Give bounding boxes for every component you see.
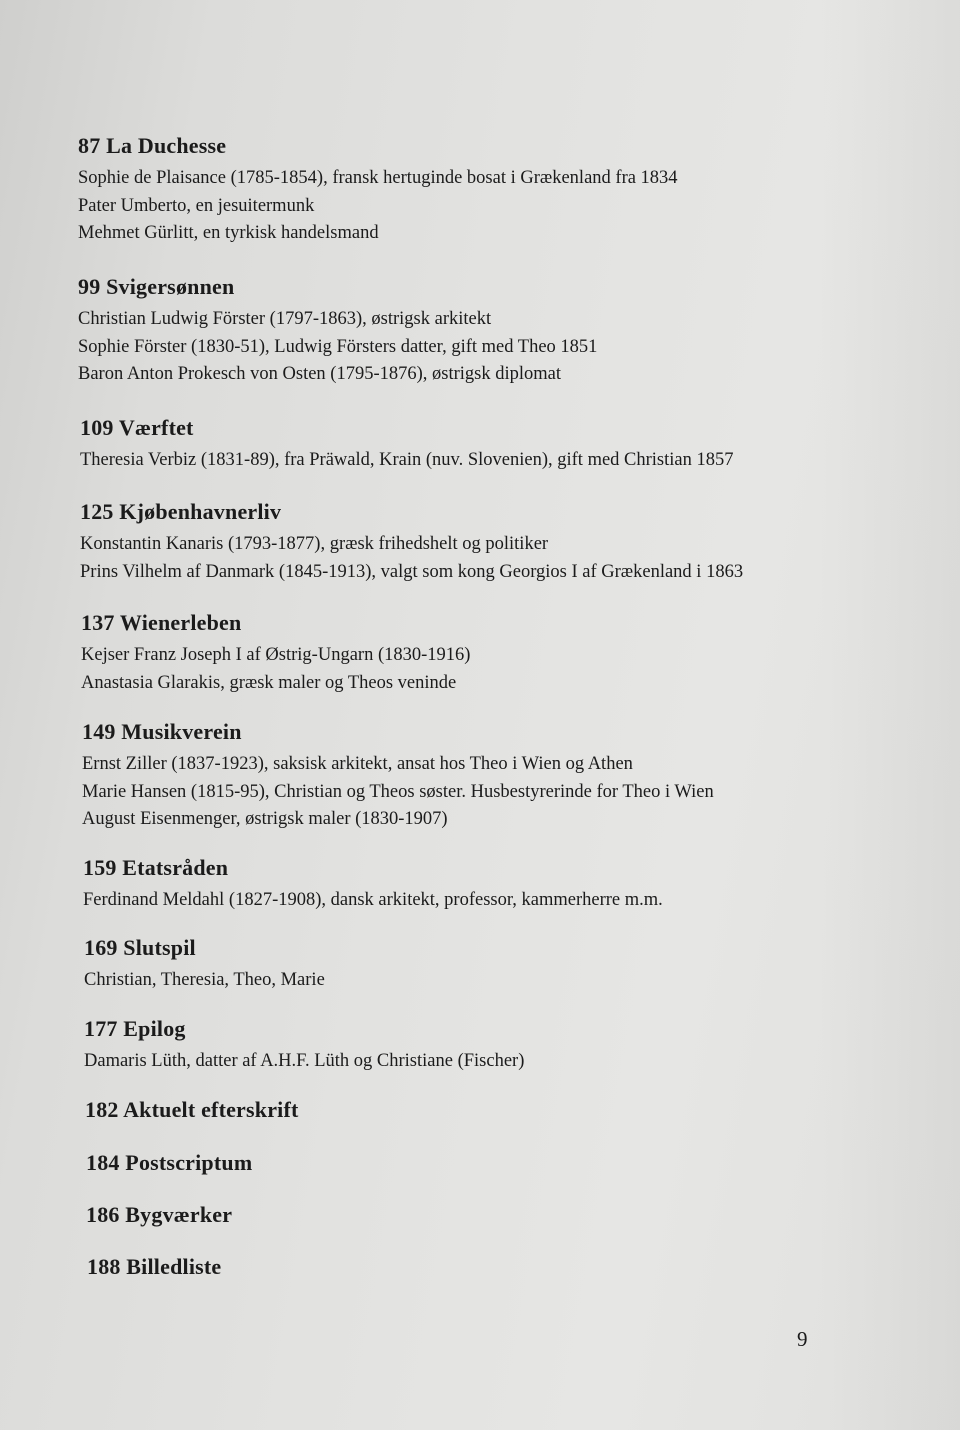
entry-title: 125 Kjøbenhavnerliv <box>80 499 282 524</box>
entry-line: Sophie Förster (1830-51), Ludwig Försters datter, gift med Theo 1851 <box>78 336 598 357</box>
entry-title: 99 Svigersønnen <box>78 274 235 299</box>
entry-line: Baron Anton Prokesch von Osten (1795-1876), østrigsk diplomat <box>78 364 562 384</box>
toc-entry-la-duchesse <box>78 133 858 248</box>
toc-entry-aktuelt-efterskrift <box>85 1097 865 1129</box>
entry-line: Theresia Verbiz (1831-89), fra Präwald, Krain (nuv. Slovenien), gift med Christian 1857 <box>80 450 734 470</box>
entry-line: Marie Hansen (1815-95), Christian og Theos søster. Husbestyrerinde for Theo i Wien <box>82 781 714 802</box>
entry-line: Anastasia Glarakis, græsk maler og Theos veninde <box>81 672 457 693</box>
entry-line: Ernst Ziller (1837-1923), saksisk arkitekt, ansat hos Theo i Wien og Athen <box>82 754 633 774</box>
entry-line: Konstantin Kanaris (1793-1877), græsk frihedshelt og politiker <box>80 534 549 554</box>
toc-entry-vaerftet <box>80 415 860 475</box>
toc-entry-etatsraaden <box>83 855 863 915</box>
entry-line: August Eisenmenger, østrigsk maler (1830-1907) <box>82 809 448 829</box>
entry-title: 169 Slutspil <box>84 935 196 960</box>
toc-entry-musikverein <box>82 719 862 834</box>
entry-title: 159 Etatsråden <box>83 855 229 880</box>
toc-entry-svigersonnen <box>78 274 858 389</box>
entry-line: Ferdinand Meldahl (1827-1908), dansk arkitekt, professor, kammerherre m.m. <box>83 890 663 910</box>
entry-title: 149 Musikverein <box>82 719 242 744</box>
entry-line: Kejser Franz Joseph I af Østrig-Ungarn (1830-1916) <box>81 645 471 665</box>
entry-title: 109 Værftet <box>80 415 194 440</box>
toc-entry-postscriptum <box>86 1150 866 1182</box>
page-number: 9 <box>797 1327 808 1351</box>
entry-line: Christian, Theresia, Theo, Marie <box>84 970 325 990</box>
entry-title: 137 Wienerleben <box>81 610 242 635</box>
entry-title: 186 Bygværker <box>86 1202 233 1227</box>
toc-entry-epilog <box>84 1016 864 1076</box>
toc-entry-slutspil <box>84 935 864 995</box>
toc-entry-wienerleben <box>81 610 861 697</box>
entry-line: Prins Vilhelm af Danmark (1845-1913), valgt som kong Georgios I af Grækenland i 1863 <box>80 561 744 582</box>
toc-entry-kjobenhavnerliv <box>80 499 860 586</box>
entry-title: 87 La Duchesse <box>78 133 227 158</box>
toc-entry-bygvaerker <box>86 1202 866 1234</box>
entry-title: 177 Epilog <box>84 1016 186 1041</box>
entry-line: Damaris Lüth, datter af A.H.F. Lüth og Christiane (Fischer) <box>84 1051 525 1071</box>
toc-entry-billedliste <box>87 1254 867 1286</box>
entry-title: 188 Billedliste <box>87 1254 222 1279</box>
entry-title: 184 Postscriptum <box>86 1150 253 1175</box>
entry-title: 182 Aktuelt efterskrift <box>85 1097 299 1122</box>
entry-line: Christian Ludwig Förster (1797-1863), østrigsk arkitekt <box>78 309 492 329</box>
entry-line: Pater Umberto, en jesuitermunk <box>78 195 315 216</box>
entry-line: Mehmet Gürlitt, en tyrkisk handelsmand <box>78 223 379 243</box>
entry-line: Sophie de Plaisance (1785-1854), fransk hertuginde bosat i Grækenland fra 1834 <box>78 168 678 188</box>
